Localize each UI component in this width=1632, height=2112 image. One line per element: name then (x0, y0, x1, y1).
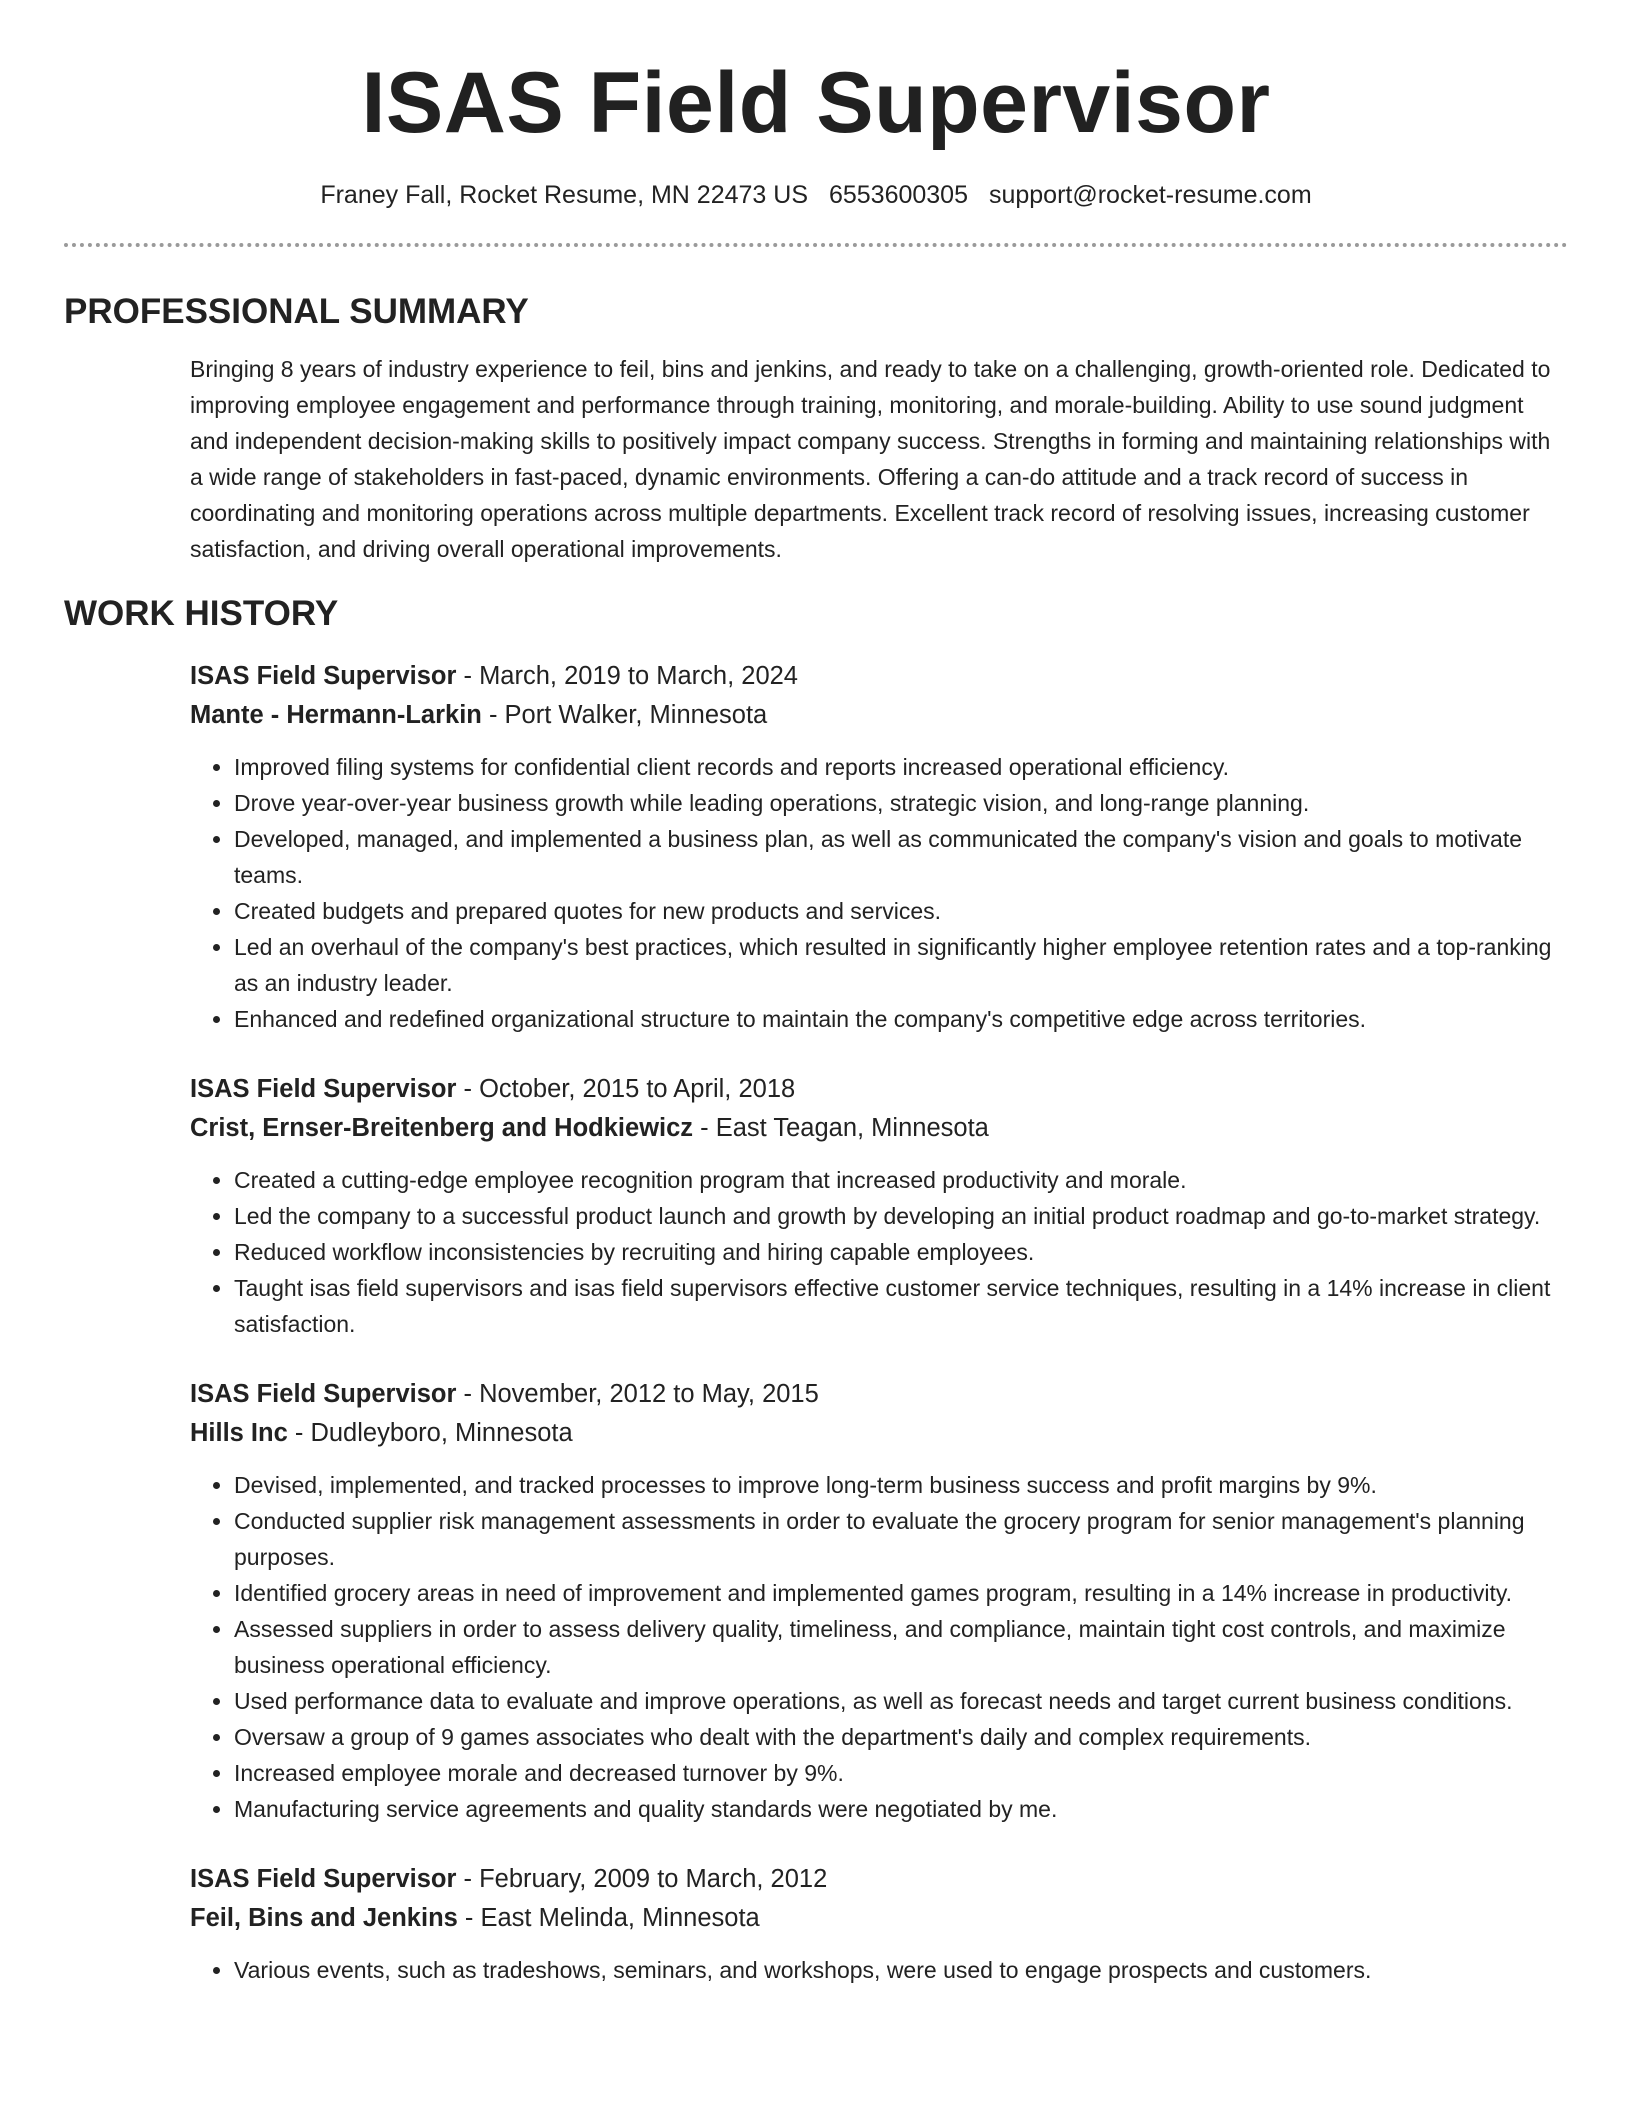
header-divider (64, 243, 1568, 247)
job-bullet: • Taught isas field supervisors and isas field supervisors effective customer service techniques, resulting in a 14% increase in client satisfaction. (234, 1270, 1568, 1342)
job-bullet: • Oversaw a group of 9 games associates who dealt with the department's daily and complex requirements. (234, 1719, 1568, 1755)
job-role: ISAS Field Supervisor (190, 1075, 457, 1103)
job-title-line (190, 657, 1568, 696)
job-location: - East Melinda, Minnesota (457, 1904, 760, 1932)
address-text: Franey Fall, Rocket Resume, MN 22473 US (320, 181, 808, 209)
job-company-line (190, 696, 1568, 735)
job-title-line (190, 1375, 1568, 1414)
job-bullet: • Led an overhaul of the company's best practices, which resulted in significantly higher employee retention rates and a top-ranking as an industry leader. (234, 929, 1568, 1001)
job-bullet: • Reduced workflow inconsistencies by recruiting and hiring capable employees. (234, 1234, 1568, 1270)
job-company-line (190, 1899, 1568, 1938)
job-entry (190, 657, 1568, 1037)
job-bullet: • Enhanced and redefined organizational structure to maintain the company's competitive edge across territories. (234, 1001, 1568, 1037)
job-dates: - November, 2012 to May, 2015 (456, 1380, 819, 1408)
job-bullet: • Conducted supplier risk management assessments in order to evaluate the grocery program for senior management's planning purposes. (234, 1503, 1568, 1575)
job-bullet: • Created budgets and prepared quotes for new products and services. (234, 893, 1568, 929)
job-location: - Dudleyboro, Minnesota (287, 1419, 573, 1447)
job-dates: - March, 2019 to March, 2024 (456, 662, 798, 690)
job-company: Hills Inc (190, 1419, 288, 1447)
work-history-heading: WORK HISTORY (64, 594, 339, 633)
job-title-line (190, 1860, 1568, 1899)
job-entry (190, 1860, 1568, 1988)
job-bullet: • Drove year-over-year business growth while leading operations, strategic vision, and long-range planning. (234, 785, 1568, 821)
job-dates: - October, 2015 to April, 2018 (456, 1075, 796, 1103)
job-bullets (190, 1467, 1568, 1827)
contact-info (64, 180, 1568, 210)
job-location: - East Teagan, Minnesota (693, 1114, 989, 1142)
resume-page (64, 0, 1568, 1988)
job-company: Feil, Bins and Jenkins (190, 1904, 458, 1932)
job-location: - Port Walker, Minnesota (481, 701, 768, 729)
job-bullet: • Manufacturing service agreements and quality standards were negotiated by me. (234, 1791, 1568, 1827)
work-history-list (64, 657, 1568, 1988)
job-bullet: • Improved filing systems for confidential client records and reports increased operational efficiency. (234, 749, 1568, 785)
job-bullets (190, 1162, 1568, 1342)
job-entry (190, 1070, 1568, 1342)
job-bullet: • Assessed suppliers in order to assess delivery quality, timeliness, and compliance, maintain tight cost controls, and maximize business operational efficiency. (234, 1611, 1568, 1683)
job-title-line (190, 1070, 1568, 1109)
job-bullet: • Developed, managed, and implemented a business plan, as well as communicated the company's vision and goals to motivate teams. (234, 821, 1568, 893)
job-bullet: • Increased employee morale and decreased turnover by 9%. (234, 1755, 1568, 1791)
job-bullet: • Led the company to a successful product launch and growth by developing an initial product roadmap and go-to-market strategy. (234, 1198, 1568, 1234)
job-bullet: • Used performance data to evaluate and improve operations, as well as forecast needs and target current business conditions. (234, 1683, 1568, 1719)
candidate-name: ISAS Field Supervisor (361, 55, 1271, 151)
job-company-line (190, 1109, 1568, 1148)
job-company: Crist, Ernser-Breitenberg and Hodkiewicz (190, 1114, 694, 1142)
job-bullet: • Devised, implemented, and tracked processes to improve long-term business success and profit margins by 9%. (234, 1467, 1568, 1503)
summary-heading: PROFESSIONAL SUMMARY (64, 292, 529, 331)
phone-text: 6553600305 (828, 181, 968, 209)
job-bullet: • Identified grocery areas in need of improvement and implemented games program, resulting in a 14% increase in productivity. (234, 1575, 1568, 1611)
summary-text: Bringing 8 years of industry experience to feil, bins and jenkins, and ready to take on a challenging, growth-oriented role. Dedicated to improving employee engagement and performance through training, monitoring, and morale-building. Ability to use sound judgment and independent decision-making skills to positively impact company success. Strengths in forming and maintaining relationships with a wide range of stakeholders in fast-paced, dynamic environments. Offering a can-do attitude and a track record of success in coordinating and monitoring operations across multiple departments. Excellent track record of resolving issues, increasing customer satisfaction, and driving overall operational improvements. (190, 356, 1551, 562)
job-entry (190, 1375, 1568, 1827)
job-company-line (190, 1414, 1568, 1453)
job-bullets (190, 749, 1568, 1037)
job-dates: - February, 2009 to March, 2012 (456, 1865, 828, 1893)
job-bullet: • Various events, such as tradeshows, seminars, and workshops, were used to engage prospects and customers. (234, 1952, 1568, 1988)
job-role: ISAS Field Supervisor (190, 1380, 457, 1408)
job-bullet: • Created a cutting-edge employee recognition program that increased productivity and morale. (234, 1162, 1568, 1198)
job-role: ISAS Field Supervisor (190, 662, 457, 690)
job-bullets (190, 1952, 1568, 1988)
job-role: ISAS Field Supervisor (190, 1865, 457, 1893)
email-text: support@rocket-resume.com (988, 181, 1312, 209)
job-company: Mante - Hermann-Larkin (190, 701, 482, 729)
